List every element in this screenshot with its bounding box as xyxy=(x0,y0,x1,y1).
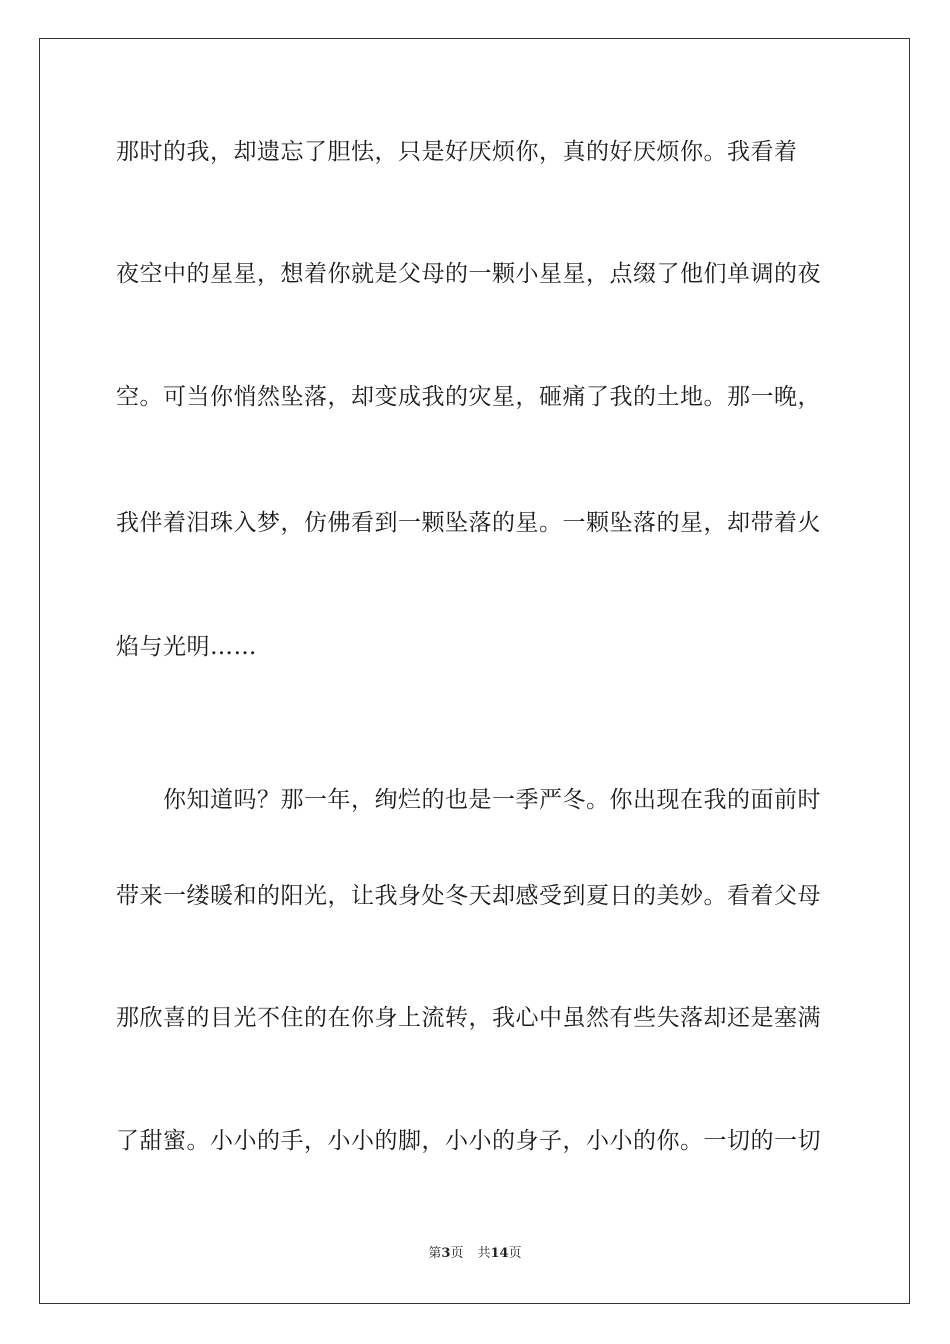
total-pages: 14 xyxy=(490,1246,509,1261)
body-text-line-9: 了甜蜜。小小的手，小小的脚，小小的身子，小小的你。一切的一切 xyxy=(116,1128,821,1154)
body-text-line-8: 那欣喜的目光不住的在你身上流转，我心中虽然有些失落却还是塞满 xyxy=(116,1005,821,1031)
page-footer xyxy=(0,1245,950,1263)
total-suffix: 页 xyxy=(508,1246,522,1261)
body-text-line-1: 那时的我，却遗忘了胆怯，只是好厌烦你，真的好厌烦你。我看着 xyxy=(116,139,798,165)
body-text-line-6: 你知道吗？那一年，绚烂的也是一季严冬。你出现在我的面前时 xyxy=(163,787,821,813)
body-text-line-5: 焰与光明…… xyxy=(116,634,257,660)
body-text-line-2: 夜空中的星星，想着你就是父母的一颗小星星，点缀了他们单调的夜 xyxy=(116,261,821,287)
page-prefix: 第 xyxy=(428,1246,442,1261)
page-number: 3 xyxy=(441,1246,451,1261)
page-border xyxy=(39,38,910,1304)
body-text-line-3: 空。可当你悄然坠落，却变成我的灾星，砸痛了我的土地。那一晚， xyxy=(116,384,821,410)
page-suffix: 页 xyxy=(450,1246,464,1261)
total-prefix: 共 xyxy=(477,1246,491,1261)
body-text-line-4: 我伴着泪珠入梦，仿佛看到一颗坠落的星。一颗坠落的星，却带着火 xyxy=(116,510,821,536)
body-text-line-7: 带来一缕暖和的阳光，让我身处冬天却感受到夏日的美妙。看着父母 xyxy=(116,883,821,909)
